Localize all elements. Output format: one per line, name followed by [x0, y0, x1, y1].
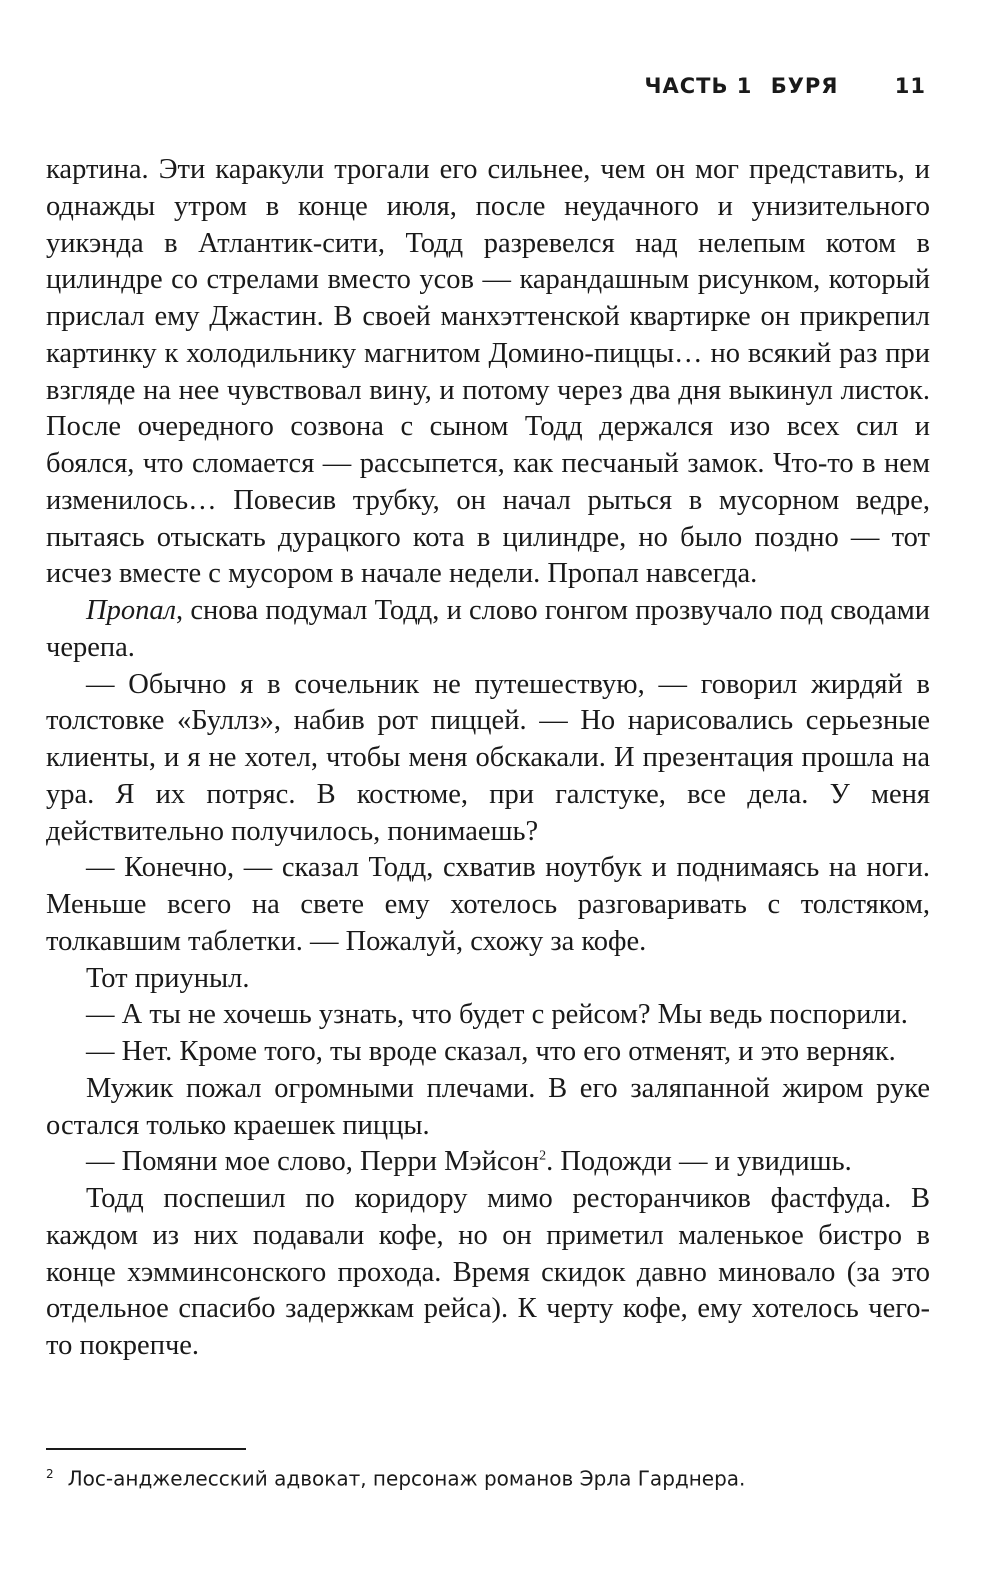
paragraph-text: , снова подумал Тодд, и слово гонгом прозвучало под сводами черепа. [46, 595, 930, 663]
paragraph-text: . Подожди — и увидишь. [546, 1146, 852, 1178]
paragraph: Тодд поспешил по коридору мимо ресторанчиков фастфуда. В каждом из них подавали кофе, но он приметил маленькое бистро в конце хэмминсонского прохода. Время скидок давно миновало (за это отдельное спасибо задержкам рейса). К черту кофе, ему хотелось чего-то покрепче. [46, 1183, 930, 1361]
running-head [644, 74, 926, 98]
paragraph [46, 1144, 930, 1181]
part-label: ЧАСТЬ 1 [644, 74, 753, 98]
footnote-text: Лос-анджелесский адвокат, персонаж романов Эрла Гарднера. [67, 1466, 746, 1491]
footnote-mark: 2 [46, 1467, 54, 1481]
paragraph [46, 593, 930, 667]
italic-word: Пропал [86, 595, 177, 626]
part-title: БУРЯ [770, 74, 839, 98]
paragraph-text: — Помяни мое слово, Перри Мэйсон [86, 1146, 540, 1178]
paragraph: Тот приуныл. [86, 962, 250, 994]
footnote-reference[interactable]: 2 [539, 1148, 547, 1164]
footnote-divider [46, 1448, 246, 1450]
paragraph: — А ты не хочешь узнать, что будет с рейсом? Мы ведь поспорили. [86, 999, 908, 1031]
paragraph: — Обычно я в сочельник не путешествую, — говорил жирдяй в толстовке «Буллз», набив рот пиццей. — Но нарисовались серьезные клиенты, и я не хотел, чтобы меня обскакали. И презентация прошла на ура. Я их потряс. В костюме, при галстуке, все дела. У меня действительно получилось, понимаешь? [46, 668, 930, 847]
paragraph: — Конечно, — сказал Тодд, схватив ноутбук и поднимаясь на ноги. Меньше всего на свете ему хотелось разговаривать с толстяком, толкавшим таблетки. — Пожалуй, схожу за кофе. [46, 852, 930, 957]
page-body [46, 152, 930, 1365]
paragraph: картина. Эти каракули трогали его сильнее, чем он мог представить, и однажды утром в конце июля, после неудачного и унизительного уикэнда в Атлантик-сити, Тодд разревелся над нелепым котом в цилиндре со стрелами вместо усов — карандашным рисунком, который прислал ему Джастин. В своей манхэттенской квартирке он прикрепил картинку к холодильнику магнитом Домино-пиццы… но всякий раз при взгляде на нее чувствовал вину, и потому через два дня выкинул листок. После очередного созвона с сыном Тодд держался изо всех сил и боялся, что сломается — рассыпется, как песчаный замок. Что-то в нем изменилось… Повесив трубку, он начал рыться в мусорном ведре, пытаясь отыскать дурацкого кота в цилиндре, но было поздно — тот исчез вместе с мусором в начале недели. Пропал навсегда. [46, 154, 930, 590]
paragraph: — Нет. Кроме того, ты вроде сказал, что его отменят, и это верняк. [86, 1036, 896, 1067]
page-number: 11 [894, 74, 926, 98]
footnote [46, 1460, 926, 1493]
paragraph: Мужик пожал огромными плечами. В его заляпанной жиром руке остался только краешек пиццы. [46, 1072, 930, 1141]
